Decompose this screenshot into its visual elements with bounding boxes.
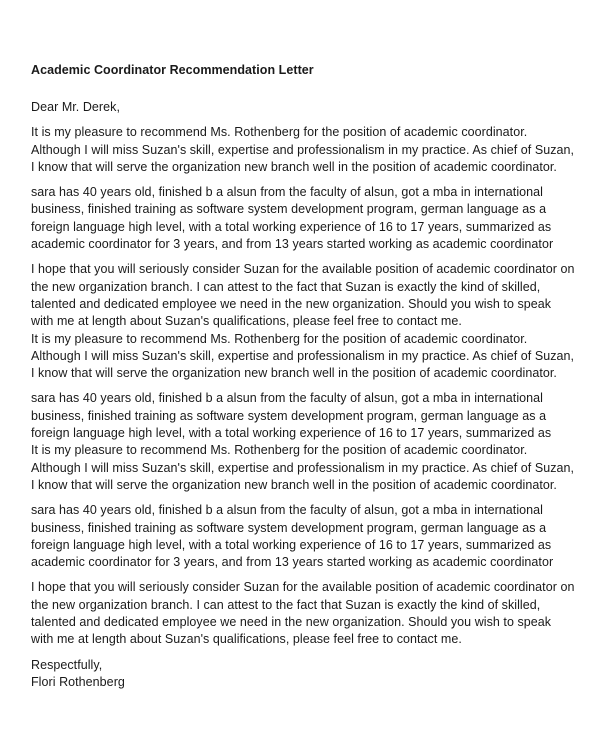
paragraph-line: business, finished training as software system development program, german language as a — [31, 202, 547, 217]
paragraph-line: foreign language high level, with a total working experience of 16 to 17 years, summarized as — [31, 426, 552, 441]
letter-title: Academic Coordinator Recommendation Letter — [31, 63, 314, 77]
paragraph-line: the new organization branch. I can attest to the fact that Suzan is exactly the kind of skilled, — [31, 279, 541, 294]
paragraph-line: sara has 40 years old, finished b a alsun from the faculty of alsun, got a mba in international — [31, 503, 543, 518]
paragraph-line: the new organization branch. I can attest to the fact that Suzan is exactly the kind of skilled, — [31, 597, 541, 612]
paragraph-line: Although I will miss Suzan's skill, expertise and professionalism in my practice. As chief of Suzan, — [31, 142, 575, 157]
paragraph-line: foreign language high level, with a total working experience of 16 to 17 years, summarized as — [31, 219, 552, 234]
paragraph-line: I hope that you will seriously consider Suzan for the available position of academic coordinator on — [31, 580, 575, 595]
paragraph-line: talented and dedicated employee we need in the new organization. Should you wish to speak — [31, 615, 552, 630]
paragraph-line: academic coordinator for 3 years, and from 13 years started working as academic coordinator — [31, 237, 554, 252]
paragraph-2 — [31, 184, 576, 253]
paragraph-4 — [31, 331, 576, 383]
paragraph-line: foreign language high level, with a total working experience of 16 to 17 years, summarized as — [31, 537, 552, 552]
paragraph-6 — [31, 442, 576, 494]
paragraph-5 — [31, 390, 576, 442]
paragraph-line: It is my pleasure to recommend Ms. Rothenberg for the position of academic coordinator. — [31, 125, 528, 140]
letter-content — [31, 62, 576, 691]
paragraph-1 — [31, 124, 576, 176]
letter-signature: Flori Rothenberg — [31, 674, 125, 689]
paragraph-line: I hope that you will seriously consider Suzan for the available position of academic coordinator on — [31, 262, 575, 277]
paragraph-line: talented and dedicated employee we need in the new organization. Should you wish to speak — [31, 296, 552, 311]
letter-closing: Respectfully, — [31, 657, 103, 672]
paragraph-line: It is my pleasure to recommend Ms. Rothenberg for the position of academic coordinator. — [31, 443, 528, 458]
paragraph-line: with me at length about Suzan's qualifications, please feel free to contact me. — [31, 632, 462, 647]
paragraph-line: Although I will miss Suzan's skill, expertise and professionalism in my practice. As chief of Suzan, — [31, 348, 575, 363]
letter-closing-block — [31, 657, 576, 692]
paragraph-line: business, finished training as software system development program, german language as a — [31, 408, 547, 423]
letter-salutation: Dear Mr. Derek, — [31, 100, 120, 114]
paragraph-line: Although I will miss Suzan's skill, expertise and professionalism in my practice. As chief of Suzan, — [31, 460, 575, 475]
paragraph-line: I know that will serve the organization new branch well in the position of academic coordinator. — [31, 366, 557, 381]
paragraph-line: sara has 40 years old, finished b a alsun from the faculty of alsun, got a mba in international — [31, 185, 543, 200]
paragraph-line: with me at length about Suzan's qualifications, please feel free to contact me. — [31, 314, 462, 329]
paragraph-7 — [31, 502, 576, 571]
paragraph-line: business, finished training as software system development program, german language as a — [31, 520, 547, 535]
paragraph-8 — [31, 579, 576, 648]
paragraph-line: I know that will serve the organization new branch well in the position of academic coordinator. — [31, 477, 557, 492]
paragraph-3 — [31, 261, 576, 330]
paragraph-line: academic coordinator for 3 years, and from 13 years started working as academic coordinator — [31, 555, 554, 570]
paragraph-line: I know that will serve the organization new branch well in the position of academic coordinator. — [31, 159, 557, 174]
paragraph-line: It is my pleasure to recommend Ms. Rothenberg for the position of academic coordinator. — [31, 331, 528, 346]
paragraph-line: sara has 40 years old, finished b a alsun from the faculty of alsun, got a mba in international — [31, 391, 543, 406]
